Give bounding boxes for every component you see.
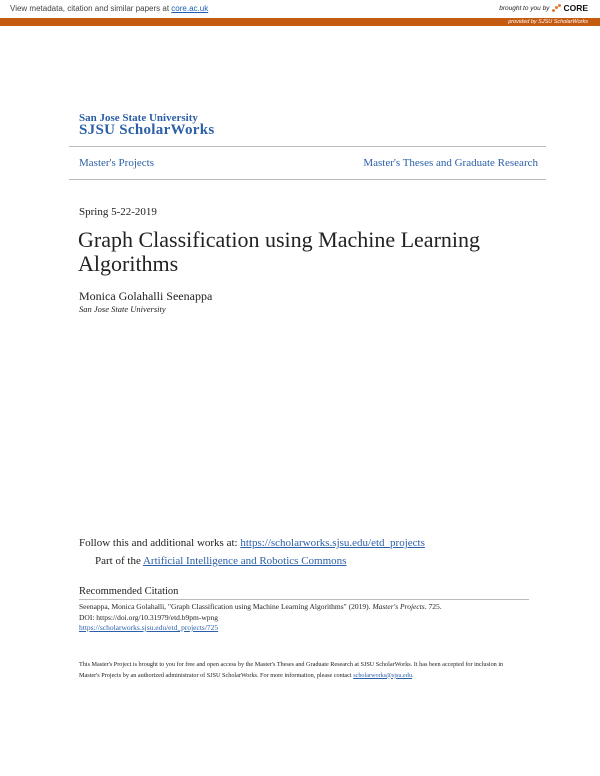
core-brand: CORE [563, 3, 588, 13]
citation-text: Seenappa, Monica Golahalli, "Graph Classification using Machine Learning Algorithms" (2019). [79, 602, 373, 611]
brought-text: brought to you by [499, 4, 550, 12]
part-of-label: Part of the [95, 555, 143, 567]
citation-body [79, 602, 509, 634]
citation-url[interactable]: https://scholarworks.sjsu.edu/etd_projects/725 [79, 623, 219, 632]
core-link[interactable]: core.ac.uk [171, 4, 209, 13]
author-affiliation: San Jose State University [79, 304, 166, 314]
divider-bottom [69, 179, 546, 180]
nav-masters-theses[interactable]: Master's Theses and Graduate Research [363, 157, 538, 169]
nav-masters-projects[interactable]: Master's Projects [79, 157, 154, 169]
core-metadata-label: View metadata, citation and similar papers at [10, 4, 172, 13]
paper-title: Graph Classification using Machine Learning Algorithms [78, 227, 481, 276]
divider-top [69, 146, 546, 147]
citation-series: Master's Projects [372, 602, 425, 611]
citation-end: . 725. [424, 602, 442, 611]
footer-end: . [412, 671, 414, 679]
citation-doi: DOI: https://doi.org/10.31979/etd.b9pm-wpng [79, 612, 219, 622]
follow-link[interactable]: https://scholarworks.sjsu.edu/etd_projects [240, 537, 425, 549]
citation-divider [79, 599, 529, 600]
core-top-bar [0, 0, 600, 18]
footer-text: This Master's Project is brought to you for free and open access by the Master's Theses and Graduate Research at SJSU ScholarWorks. It has been accepted for inclusion in Master's Projects by an authorized administrator of SJSU ScholarWorks. For more information, please contact [79, 661, 504, 679]
footer-notice [79, 660, 519, 681]
core-logo[interactable] [552, 3, 588, 13]
follow-label: Follow this and additional works at: [79, 537, 241, 549]
brought-by [499, 3, 588, 13]
publication-date: Spring 5-22-2019 [79, 206, 157, 218]
part-of-line [95, 555, 346, 567]
core-logo-icon [552, 4, 561, 13]
university-name[interactable]: San Jose State University [79, 112, 198, 124]
provided-by: provided by SJSU ScholarWorks [508, 19, 588, 25]
follow-line [79, 537, 425, 549]
contact-email-link[interactable]: scholarworks@sjsu.edu [353, 671, 412, 679]
commons-link[interactable]: Artificial Intelligence and Robotics Commons [142, 555, 347, 567]
recommended-citation-heading: Recommended Citation [79, 586, 179, 597]
repository-name[interactable]: SJSU ScholarWorks [79, 122, 215, 138]
core-metadata-text [10, 4, 208, 13]
author-name: Monica Golahalli Seenappa [79, 289, 213, 303]
